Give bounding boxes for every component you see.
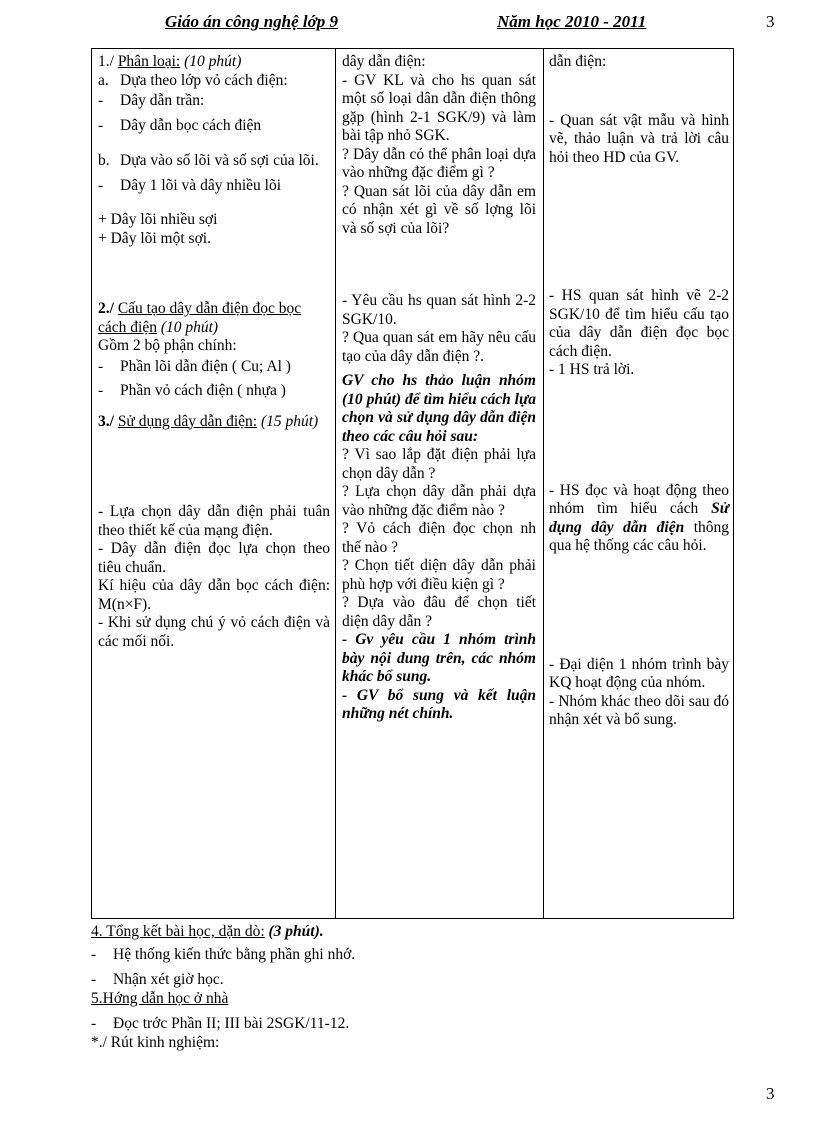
list-item: - Dây dẫn trần: (98, 92, 205, 109)
section-2-heading: 2./ Cấu tạo dây dẫn điện đọc bọc cách điện (10 phút) (98, 300, 302, 336)
experience-note: *./ Rút kinh nghiệm: (91, 1034, 220, 1051)
page-number-bottom: 3 (766, 1084, 775, 1103)
summary-section (91, 922, 731, 1052)
column-divider (543, 49, 544, 918)
student-activity-column: dẫn điện: - Quan sát vật mẫu và hình vẽ, thảo luận và trả lời câu hỏi theo HD của GV. - HS quan sát hình vẽ 2-2 SGK/10 để tìm hiểu cấu tạo của dây dẫn điện đọc bọc cách điện. - 1 HS trả lời. - HS đọc và hoạt động theo nhóm tìm hiểu cách Sử dụng dây dẫn điện thông qua hệ thống các câu hỏi. - Đại diện 1 nhóm trình bày KQ hoạt động của nhóm. - Nhóm khác theo dõi sau đó nhận xét và bổ sung. (549, 53, 729, 728)
list-item: - Hệ thống kiến thức bằng phần ghi nhớ. (91, 946, 356, 963)
list-item: - Đọc trớc Phần II; III bài 2SGK/11-12. (91, 1015, 350, 1032)
column-divider (335, 49, 336, 918)
list-item: - Phần vỏ cách điện ( nhựa ) (98, 382, 286, 399)
list-item: - Phần lõi dẫn điện ( Cu; Al ) (98, 357, 291, 375)
section-1-heading: 1./ Phân loại: (10 phút) (98, 53, 242, 70)
header-course: Giáo án công nghệ lớp 9 (165, 12, 339, 31)
section-5-heading: 5.Hớng dẫn học ở nhà (91, 990, 229, 1007)
list-item: - Nhận xét giờ học. (91, 971, 224, 988)
list-item: - Dây dẫn bọc cách điện (98, 116, 262, 134)
page-number-top: 3 (766, 12, 775, 31)
header-year: Năm học 2010 - 2011 (497, 12, 647, 31)
section-4-heading: 4. Tổng kết bài học, dặn dò: (3 phút). (91, 923, 324, 940)
teacher-activity-column: dây dẫn điện: - GV KL và cho hs quan sát một số loại dân dẫn điện thông gặp (hình 2-1 SGK/9) và làm bài tập nhỏ SGK. ? Dây dẫn có thể phân loại dựa vào những đặc điểm gì ? ? Quan sát lõi của dây dẫn em có nhận xét gì về số lợng lõi và số sợi của lõi? - Yêu cầu hs quan sát hình 2-2 SGK/10. ? Qua quan sát em hãy nêu cấu tạo của dây dẫn điện ?. GV cho hs thảo luận nhóm (10 phút) để tìm hiểu cách lựa chọn và sử dụng dây dẫn điện theo các câu hỏi sau: ? Vì sao lắp đặt điện phải lựa chọn dây dẫn ? ? Lựa chọn dây dẫn phải dựa vào những đặc điểm nào ? ? Vỏ cách điện đọc chọn nh thế nào ? ? Chọn tiết diện dây dẫn phải phù hợp với điều kiện gì ? ? Dựa vào đâu để chọn tiết diện dây dẫn ? - Gv yêu cầu 1 nhóm trình bày nội dung trên, các nhóm khác bổ sung. - GV bổ sung và kết luận những nét chính. (342, 53, 536, 722)
lesson-table (91, 48, 734, 919)
page-header (165, 12, 685, 34)
list-item: - Dây 1 lõi và dây nhiều lõi (98, 176, 281, 194)
content-column: 1./ Phân loại: (10 phút) a. Dựa theo lớp vỏ cách điện: - Dây dẫn trần: - Dây dẫn bọc cách điện b. Dựa vào số lõi và số sợi của lõi. - Dây 1 lõi và dây nhiều lõi + Dây lõi nhiều sợi + Dây lõi một sợi. 2./ Cấu tạo dây dẫn điện đọc bọc cách điện (10 phút) Gồm 2 bộ phận chính: - Phần lõi dẫn điện ( Cu; Al ) - Phần vỏ cách điện ( nhựa ) 3./ Sử dụng dây dẫn điện: (15 phút) - Lựa chọn dây dẫn điện phải tuân theo thiết kế của mạng điện. - Dây dẫn điện đọc lựa chọn theo tiêu chuẩn. Kí hiệu của dây dẫn bọc cách điện: M(n×F). - Khi sử dụng chú ý vỏ cách điện và các mối nối. (98, 53, 330, 650)
section-3-heading: 3./ Sử dụng dây dẫn điện: (15 phút) (98, 412, 319, 430)
